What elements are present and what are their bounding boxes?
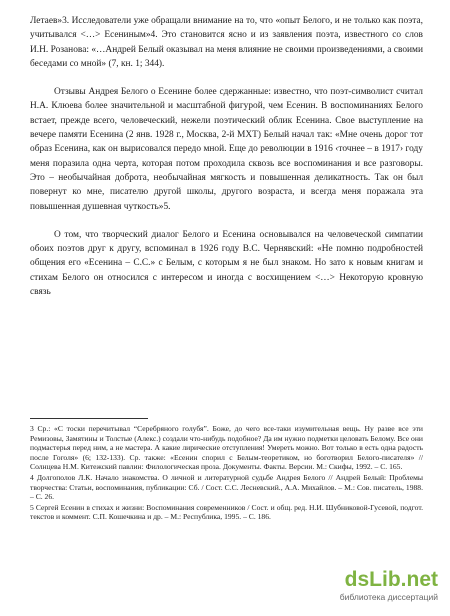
footnote-4: 4 Долгополов Л.К. Начало знакомства. О личной и литературной судьбе Андрея Белого // Андрей Белый: Проблемы творчества: Статьи, воспоминания, публикации: Сб. / Сост. С.С. Лесневский., А.А. Михайлов. – М.: Сов. писатель, 1988. – С. 26. — [30, 472, 423, 502]
footnote-5: 5 Сергей Есенин в стихах и жизни: Воспоминания современников / Сост. и общ. ред. Н.И. Шубниковой-Гусевой, подгот. текстов и коммент. С.П. Кошечкина и др. – М.: Республика, 1995. – С. 186. — [30, 502, 423, 522]
paragraph-3: О том, что творческий диалог Белого и Есенина основывался на человеческой симпатии обоих поэтов друг к другу, вспоминал в 1926 году В.С. Чернявский: «Не помню подробностей общения его «Есенина – С.С.» с Белым, с которым я не был знаком. Но зато к новым книгам и стихам Белого он относился с интересом и иногда с восхищением <…> Некоторую кровную связь — [30, 229, 423, 298]
footnote-3: 3 Ср.: «С тоски перечитывал “Серебряного голубя”. Боже, до чего все-таки изумительная вещь. Ну разве все эти Ремизовы, Замятины и Толстые (Алекс.) создали что-нибудь подобное? Да им нужно подметки целовать Белому. Все они подмастерья перед ним, а не мастера. А какие лирические отступления! Умереть можно. Вот только в есть одна радость после Гоголя» (6; 132-133). Ср. также: «Есенин спорил с Белым-теоретиком, но боготворил Белого-писателя» // Солнцева Н.М. Китежский павлин: Филологическая проза. Документы. Факты. Версии. М.: Скифы, 1992. – С. 165. — [30, 424, 423, 472]
watermark-subtitle: библиотека диссертаций — [339, 592, 438, 602]
watermark-logo: dsLib.net — [344, 568, 438, 591]
footnote-separator — [30, 418, 148, 419]
site-watermark — [326, 568, 438, 610]
footnotes — [30, 424, 423, 523]
main-text — [30, 14, 423, 313]
paragraph-1: Летаев»3. Исследователи уже обращали внимание на то, что «опыт Белого, и не только как поэта, учитывался <…> Есениным»4. Это становится ясно и из заявления поэта, известного со слов И.Н. Розанова: «…Андрей Белый оказывал на меня влияние не своими произведениями, а своими беседами со мной» (7, кн. 1; 344). — [30, 16, 423, 69]
paragraph-2: Отзывы Андрея Белого о Есенине более сдержанные: известно, что поэт-символист считал Н.А. Клюева более значительной и масштабной фигурой, чем Есенин. В воспоминаниях Белого встает, прежде всего, человеческий, нежели поэтический облик Есенина. Свое выступление на вечере памяти Есенина (2 янв. 1928 г., Москва, 2-й МХТ) Белый начал так: «Мне очень дорог тот образ Есенина, как он вырисовался передо мной. Еще до революции в 1916 ‹точнее – в 1917› году меня поразила одна черта, которая потом проходила сквозь все воспоминания и все разговоры. Это – необычайная доброта, необычайная мягкость и повышенная деликатность. Так он был повернут ко мне, писателю другой школы, другого возраста, и всегда меня поражала эта повышенная душевная чуткость»5. — [30, 87, 423, 212]
